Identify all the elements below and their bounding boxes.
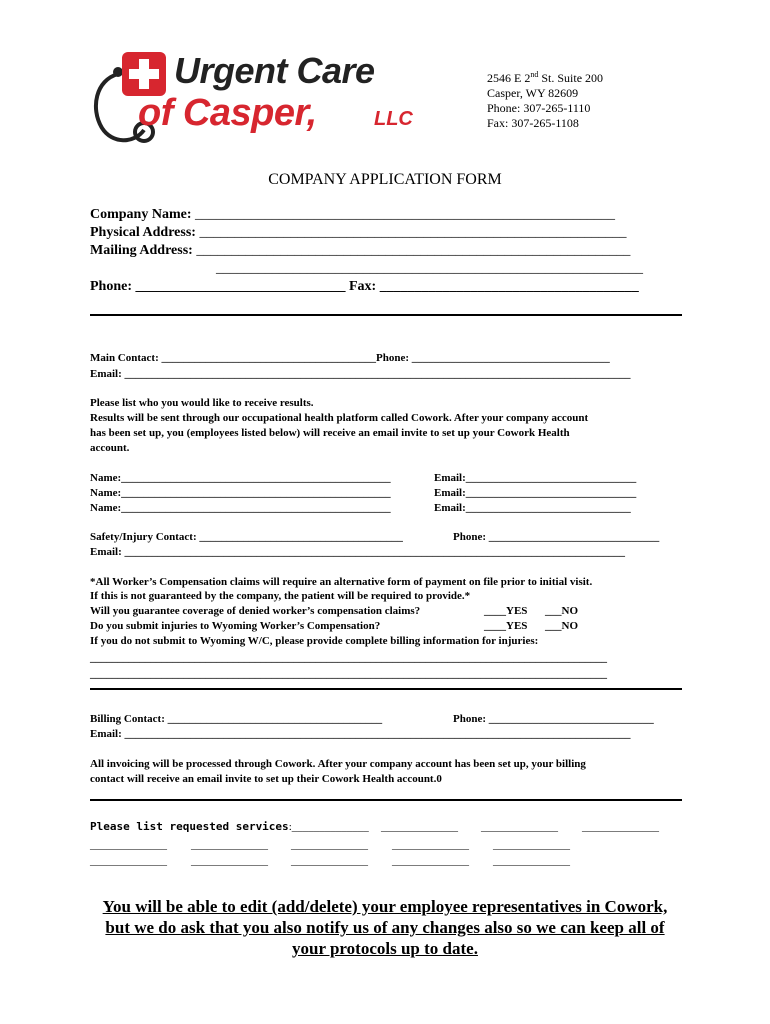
service-field[interactable]: ______________ <box>493 839 570 851</box>
recipient-name-field[interactable]: Name:_________________________________________________ <box>90 487 391 499</box>
wc-q2-no[interactable]: ___NO <box>545 620 578 632</box>
safety-phone-field[interactable]: _______________________________ <box>488 531 660 543</box>
service-field[interactable]: ______________ <box>191 839 268 851</box>
footer-line-2: but we do ask that you also notify us of any changes also so we can keep all of <box>105 918 665 937</box>
service-field[interactable]: ______________ <box>392 839 469 851</box>
safety-contact-field[interactable]: _____________________________________ <box>199 531 403 543</box>
mailing-address-row <box>90 243 630 259</box>
billing-note-1: All invoicing will be processed through Cowork. After your company account has been set up, your billing <box>90 758 586 770</box>
results-line-3: has been set up, you (employees listed below) will receive an email invite to set up your Cowork Health <box>90 427 570 439</box>
safety-email-row <box>90 545 625 559</box>
recipient-email-field[interactable]: Email:_______________________________ <box>434 472 637 484</box>
logo-llc: LLC <box>374 108 413 130</box>
divider <box>90 688 682 690</box>
fax-field[interactable]: _____________________________________ <box>379 279 639 294</box>
main-email-label: Email: <box>90 368 122 380</box>
phone-field[interactable]: ______________________________ <box>135 279 346 294</box>
address-sup: nd <box>530 70 539 79</box>
billing-email-label: Email: <box>90 728 122 740</box>
billing-contact-row <box>90 712 382 726</box>
logo-line-2: of Casper, <box>138 92 317 134</box>
company-name-row <box>90 207 615 223</box>
physical-address-field[interactable]: _____________________________________________________________ <box>199 225 627 240</box>
safety-contact-label: Safety/Injury Contact: <box>90 531 197 543</box>
recipient-email-field[interactable]: Email:_______________________________ <box>434 487 637 499</box>
service-field[interactable]: ______________ <box>291 855 368 867</box>
divider <box>90 314 682 316</box>
address-street: 2546 E 2 <box>487 71 531 85</box>
recipient-name-field[interactable]: Name:_________________________________________________ <box>90 472 391 484</box>
billing-phone-row <box>453 712 654 726</box>
phone-fax-row <box>90 279 639 295</box>
safety-phone-row <box>453 530 659 544</box>
mailing-address-field[interactable]: ______________________________________________________________ <box>196 243 631 258</box>
service-field[interactable]: ______________ <box>291 839 368 851</box>
services-label: Please list requested services <box>90 820 289 833</box>
logo-line-1: Urgent Care <box>174 50 375 91</box>
wc-q1-no[interactable]: ___NO <box>545 605 578 617</box>
service-field[interactable]: ______________ <box>191 855 268 867</box>
wc-q1-yes[interactable]: ____YES <box>484 605 528 617</box>
mailing-address-label: Mailing Address: <box>90 243 193 258</box>
billing-contact-field[interactable]: _______________________________________ <box>167 713 383 725</box>
address-line-2: Casper, WY 82609 <box>487 86 579 100</box>
physical-address-row <box>90 225 626 241</box>
company-name-label: Company Name: <box>90 207 192 222</box>
wc-question-2: Do you submit injuries to Wyoming Worker’s Compensation? <box>90 620 381 632</box>
address-line-1 <box>487 70 603 86</box>
billing-phone-label: Phone: <box>453 713 486 725</box>
service-field[interactable]: ______________ <box>481 821 558 833</box>
header-phone: Phone: 307-265-1110 <box>487 101 591 115</box>
service-field[interactable]: ______________ <box>392 855 469 867</box>
main-contact-field[interactable]: _______________________________________ <box>161 352 376 364</box>
main-email-row <box>90 367 631 381</box>
recipient-email-field[interactable]: Email:______________________________ <box>434 502 631 514</box>
company-name-field[interactable]: ____________________________________________________________ <box>195 207 615 222</box>
main-contact-row <box>90 351 610 365</box>
main-phone-label: Phone: <box>376 352 409 364</box>
service-field[interactable]: ______________ <box>493 855 570 867</box>
service-field[interactable]: ______________ <box>381 821 458 833</box>
mailing-address-field-2[interactable]: _____________________________________________________________ <box>216 261 643 276</box>
service-field[interactable]: ______________ <box>90 855 167 867</box>
services-row-1 <box>90 820 369 834</box>
wc-note-3: If you do not submit to Wyoming W/C, please provide complete billing information for injuries: <box>90 635 539 647</box>
company-logo <box>88 46 448 156</box>
wc-billing-field-1[interactable]: ______________________________________________________________________________________________ <box>90 652 607 664</box>
service-field[interactable]: :______________ <box>288 821 369 833</box>
wc-question-1: Will you guarantee coverage of denied worker’s compensation claims? <box>90 605 421 617</box>
form-title: COMPANY APPLICATION FORM <box>268 171 502 188</box>
billing-phone-field[interactable]: ______________________________ <box>488 713 654 725</box>
recipient-name-field[interactable]: Name:_________________________________________________ <box>90 502 391 514</box>
header-fax: Fax: 307-265-1108 <box>487 116 579 130</box>
wc-note-2: If this is not guaranteed by the company, the patient will be required to provide.* <box>90 590 471 602</box>
safety-email-field[interactable]: ___________________________________________________________________________________________ <box>124 546 626 558</box>
wc-note-1: *All Worker’s Compensation claims will require an alternative form of payment on file prior to initial visit. <box>90 576 593 588</box>
safety-contact-row <box>90 530 403 544</box>
billing-note-2: contact will receive an email invite to set up their Cowork Health account.0 <box>90 773 442 785</box>
main-contact-label: Main Contact: <box>90 352 159 364</box>
billing-email-field[interactable]: ____________________________________________________________________________________________ <box>124 728 631 740</box>
divider <box>90 799 682 801</box>
billing-contact-label: Billing Contact: <box>90 713 165 725</box>
phone-label: Phone: <box>90 279 132 294</box>
service-field[interactable]: ______________ <box>582 821 659 833</box>
results-line-1: Please list who you would like to receive results. <box>90 397 314 409</box>
service-field[interactable]: ______________ <box>90 839 167 851</box>
physical-address-label: Physical Address: <box>90 225 196 240</box>
results-line-2: Results will be sent through our occupational health platform called Cowork. After your company account <box>90 412 589 424</box>
wc-billing-field-2[interactable]: ______________________________________________________________________________________________ <box>90 668 607 680</box>
results-line-4: account. <box>90 442 130 454</box>
address-suite: St. Suite 200 <box>538 71 604 85</box>
footer-line-3: your protocols up to date. <box>292 939 478 958</box>
main-phone-field[interactable]: ____________________________________ <box>411 352 610 364</box>
wc-q2-yes[interactable]: ____YES <box>484 620 528 632</box>
footer-line-1: You will be able to edit (add/delete) your employee representatives in Cowork, <box>102 897 668 916</box>
main-email-field[interactable]: ____________________________________________________________________________________________ <box>124 368 631 380</box>
billing-email-row <box>90 727 631 741</box>
safety-phone-label: Phone: <box>453 531 486 543</box>
safety-email-label: Email: <box>90 546 122 558</box>
fax-label: Fax: <box>349 279 377 294</box>
